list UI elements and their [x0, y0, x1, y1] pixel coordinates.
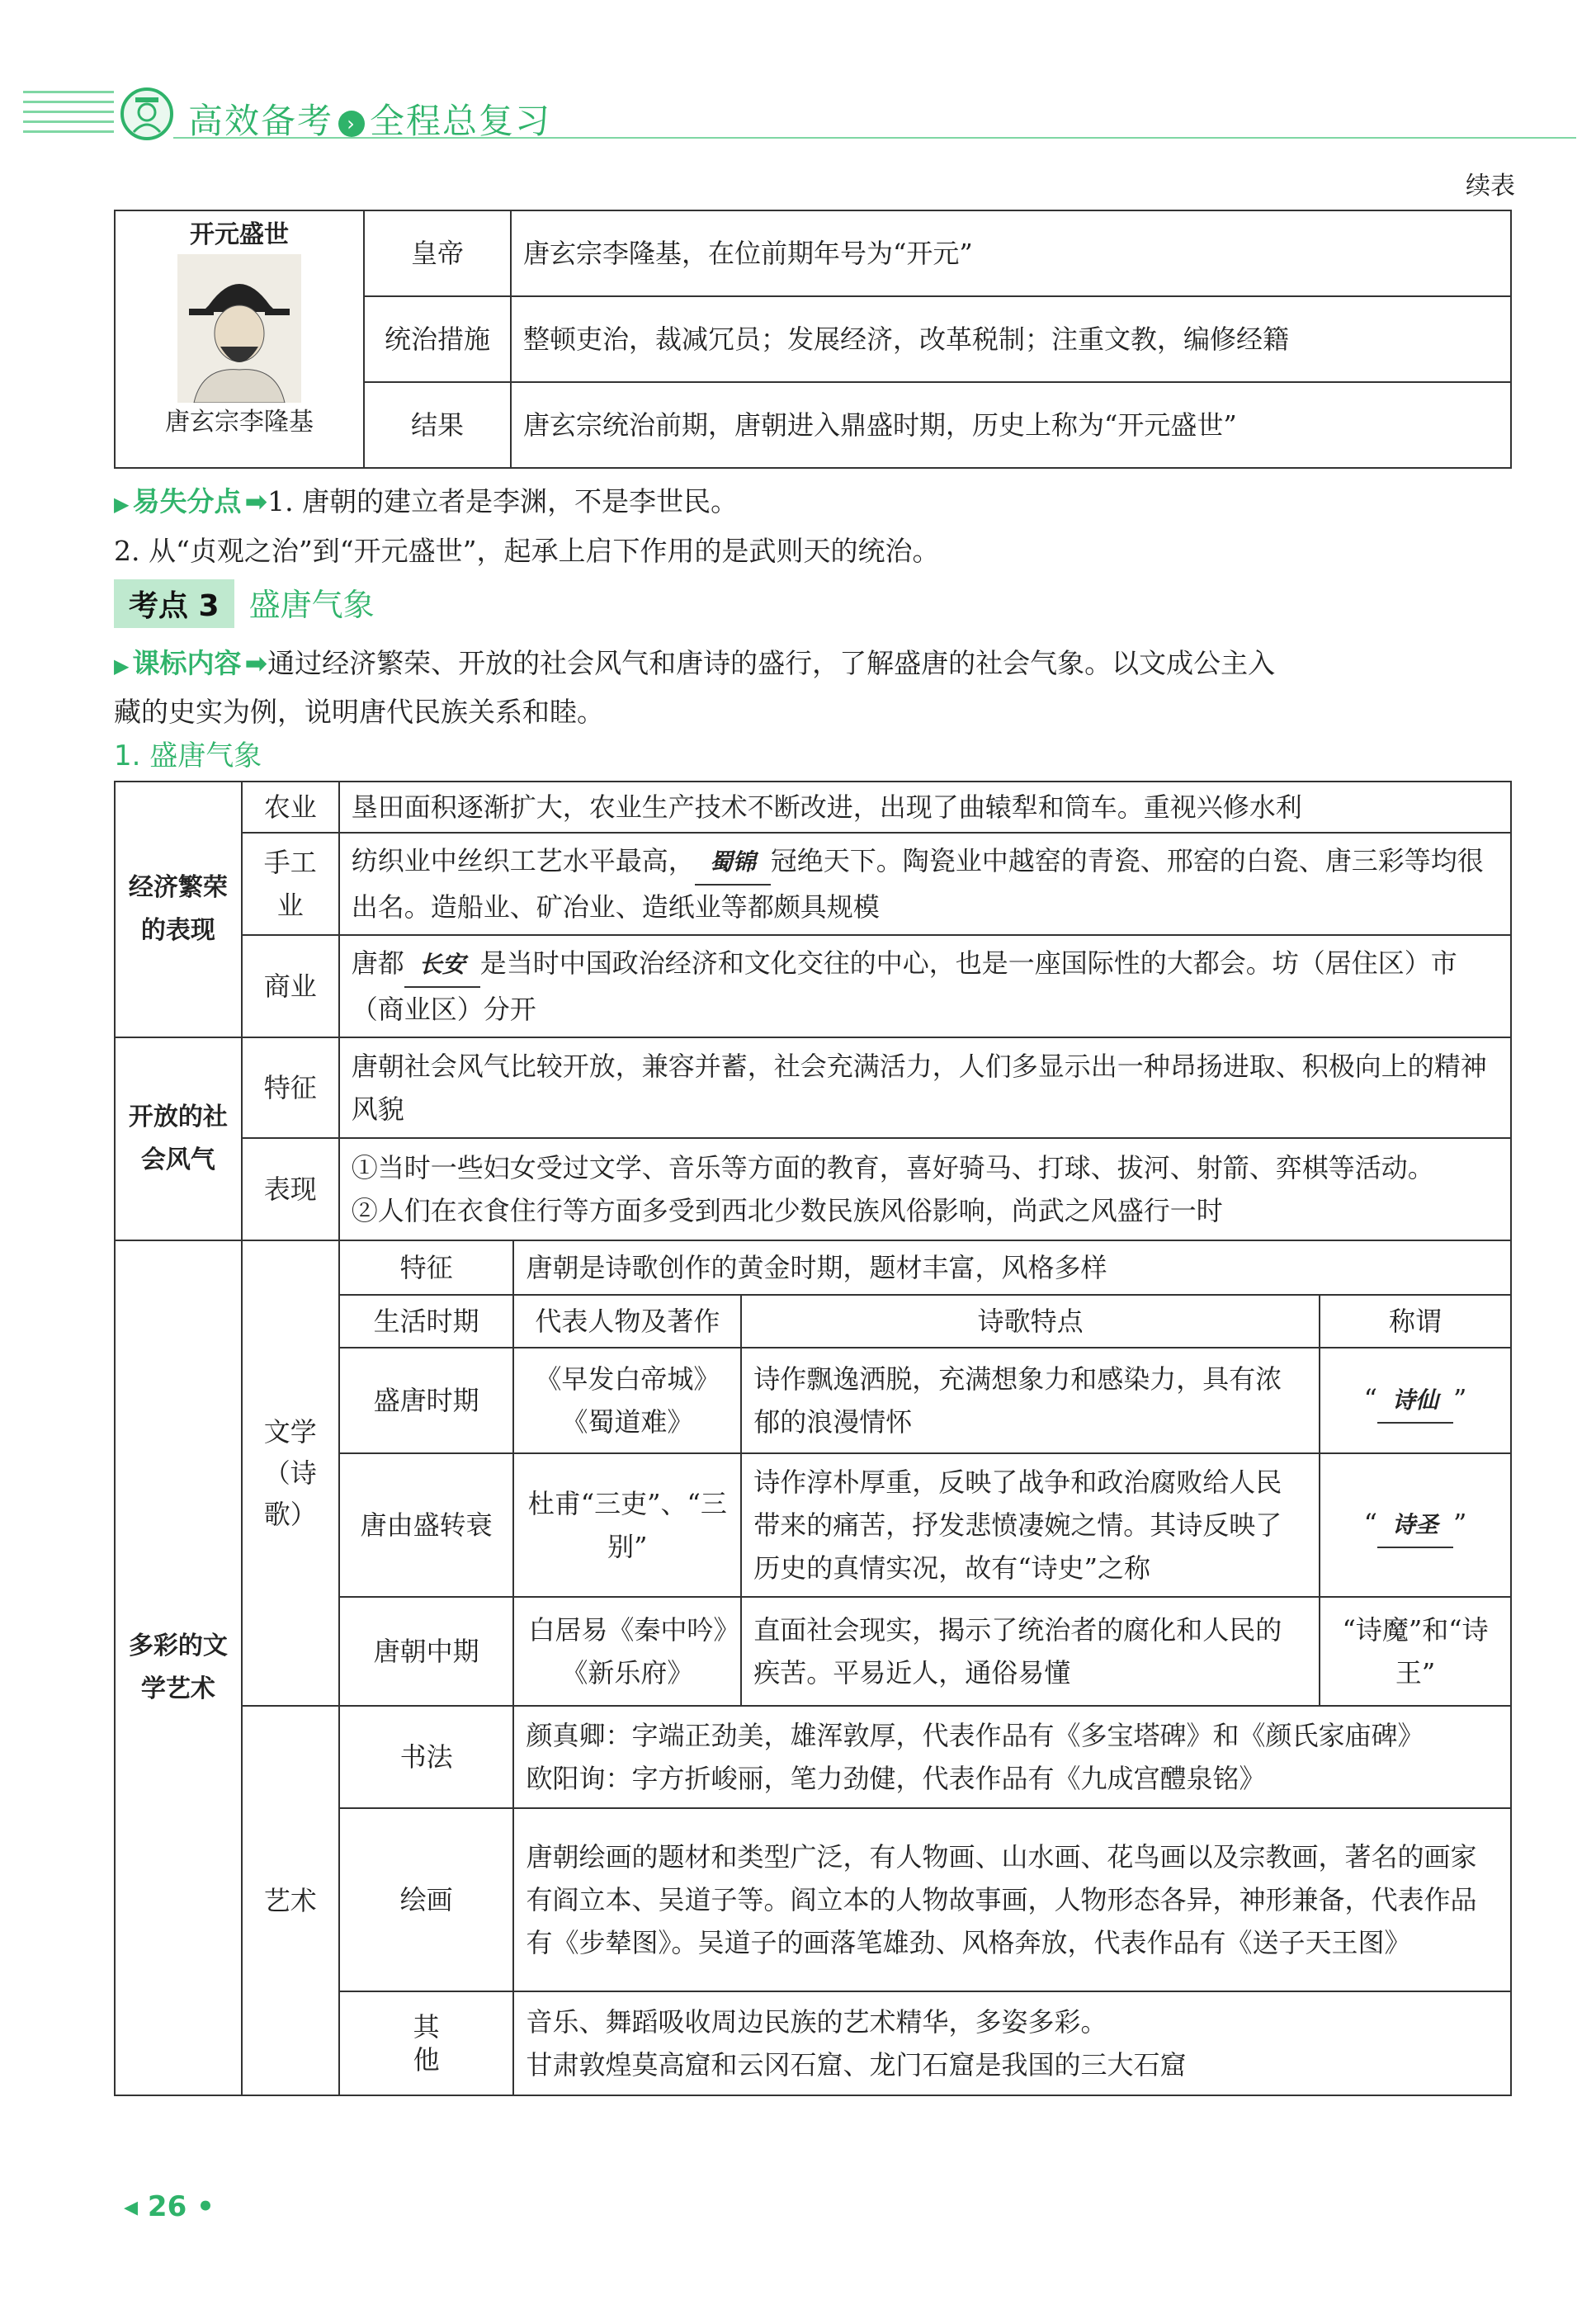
page-number-value: 26: [147, 2190, 187, 2223]
poet-period: 盛唐时期: [339, 1348, 514, 1453]
craft-content: [339, 833, 1511, 935]
lit-label: 文学（诗歌）: [242, 1240, 339, 1706]
craft-text-b: 冠绝天下。陶瓷业中越窑的青瓷、邢窑的白瓷、唐三彩等均很出名。造船业、矿冶业、造纸业等都颇具规模: [351, 845, 1484, 923]
brand-title: [188, 94, 551, 144]
calli-1: 颜真卿：字端正劲美，雄浑敦厚，代表作品有《多宝塔碑》和《颜氏家庙碑》: [526, 1720, 1424, 1751]
curriculum-note: [114, 640, 1512, 735]
curriculum-line-2: 藏的史实为例，说明唐代民族关系和睦。: [114, 696, 604, 728]
kaiyuan-cell: [115, 210, 364, 468]
kaodian-label: 考点 3: [114, 579, 234, 628]
curriculum-line-1: 通过经济繁荣、开放的社会风气和唐诗的盛行，了解盛唐的社会气象。以文成公主入: [267, 647, 1276, 679]
social-show-label: 表现: [242, 1138, 339, 1240]
craft-label: 手工业: [242, 833, 339, 935]
mistake-item-2: 2. 从“贞观之治”到“开元盛世”，起承上启下作用的是武则天的统治。: [114, 535, 940, 567]
comm-label: 商业: [242, 935, 339, 1037]
calli-label: 书法: [339, 1706, 514, 1808]
social-show-1: ①当时一些妇女受过文学、音乐等方面的教育，喜好骑马、打球、拔河、射箭、弈棋等活动。: [351, 1152, 1434, 1183]
other-label: [339, 1991, 514, 2095]
other-1: 音乐、舞蹈吸收周边民族的艺术精华，多姿多彩。: [526, 2006, 1107, 2038]
student-logo-icon: [120, 87, 173, 140]
mistake-note-1: [114, 480, 738, 519]
poet-style: 直面社会现实，揭示了统治者的腐化和人民的疾苦。平易近人，通俗易懂: [741, 1597, 1320, 1706]
header-title: 称谓: [1320, 1295, 1511, 1348]
kaodian-title: 盛唐气象: [248, 587, 375, 623]
row-content: 唐玄宗李隆基，在位前期年号为“开元”: [511, 210, 1511, 296]
row-content: 唐玄宗统治前期，唐朝进入鼎盛时期，历史上称为“开元盛世”: [511, 382, 1511, 468]
comm-blank: 长安: [404, 943, 480, 988]
continued-label: 续表: [1466, 172, 1515, 201]
other-2: 甘肃敦煌莫高窟和云冈石窟、龙门石窟是我国的三大石窟: [526, 2049, 1187, 2080]
poet-works: 杜甫“三吏”、“三别”: [513, 1453, 741, 1597]
subheading: 1. 盛唐气象: [114, 739, 262, 772]
other-content: [513, 1991, 1511, 2095]
comm-content: [339, 935, 1511, 1037]
row-label: 结果: [364, 382, 511, 468]
poet-style: 诗作飘逸洒脱，充满想象力和感染力，具有浓郁的浪漫情怀: [741, 1348, 1320, 1453]
poet-title-blank: 诗仙: [1377, 1379, 1453, 1424]
header-stripe: [23, 120, 114, 123]
paint-label: 绘画: [339, 1808, 514, 1991]
calli-2: 欧阳询：字方折峻丽，笔力劲健，代表作品有《九成宫醴泉铭》: [526, 1763, 1266, 1794]
art-label: 艺术: [242, 1706, 339, 2095]
poet-period: 唐朝中期: [339, 1597, 514, 1706]
social-show: [339, 1138, 1511, 1240]
poet-title: “诗魔”和“诗王”: [1320, 1597, 1511, 1706]
comm-text-b: 是当时中国政治经济和文化交往的中心，也是一座国际性的大都会。坊（居住区）市（商业区）分开: [351, 947, 1457, 1025]
kaiyuan-title: 开元盛世: [190, 220, 289, 249]
culture-title: 多彩的文学艺术: [115, 1240, 242, 2095]
header-stripe: [23, 91, 114, 93]
poet-title: “ 诗圣 ”: [1320, 1453, 1511, 1597]
social-feature: 唐朝社会风气比较开放，兼容并蓄，社会充满活力，人们多显示出一种昂扬进取、积极向上的精神风貌: [339, 1037, 1511, 1138]
paint-content: 唐朝绘画的题材和类型广泛，有人物画、山水画、花鸟画以及宗教画，著名的画家有阎立本、吴道子等。阎立本的人物故事画，人物形态各异，神形兼备，代表作品有《步辇图》。吴道子的画落笔雄劲、风格奔放，代表作品有《送子天王图》: [513, 1808, 1511, 1991]
other-label-text: 其他: [413, 2011, 440, 2076]
emperor-portrait: [177, 254, 301, 403]
social-feature-label: 特征: [242, 1037, 339, 1138]
poet-works: 《早发白帝城》《蜀道难》: [513, 1348, 741, 1453]
header-stripe: [23, 101, 114, 103]
calli-content: [513, 1706, 1511, 1808]
econ-title: 经济繁荣的表现: [115, 782, 242, 1037]
header-works: 代表人物及著作: [513, 1295, 741, 1348]
section-heading: [114, 579, 375, 631]
row-content: 整顿吏治，裁减冗员；发展经济，改革税制；注重文教，编修经籍: [511, 296, 1511, 382]
portrait-caption: 唐玄宗李隆基: [165, 408, 314, 437]
row-label: 皇帝: [364, 210, 511, 296]
header-stripe: [23, 130, 114, 133]
poet-works: 白居易《秦中吟》《新乐府》: [513, 1597, 741, 1706]
mistake-item-1: 1. 唐朝的建立者是李渊，不是李世民。: [267, 485, 739, 517]
comm-text-a: 唐都: [351, 947, 404, 979]
poet-style: 诗作淳朴厚重，反映了战争和政治腐败给人民带来的痛苦，抒发悲愤凄婉之情。其诗反映了历史的真情实况，故有“诗史”之称: [741, 1453, 1320, 1597]
page-header: [23, 83, 1575, 149]
header-style: 诗歌特点: [741, 1295, 1320, 1348]
brand-left: 高效备考: [188, 101, 334, 141]
kaiyuan-table: [114, 210, 1512, 469]
page-number: ◂ 26 •: [124, 2190, 215, 2223]
poet-title-blank: 诗圣: [1377, 1504, 1453, 1548]
mistake-tag: ▶ 易失分点 ➡: [114, 485, 267, 517]
header-stripe: [23, 111, 114, 113]
craft-blank: 蜀锦: [695, 841, 771, 886]
craft-text-a: 纺织业中丝织工艺水平最高，: [351, 845, 695, 876]
agri-content: 垦田面积逐渐扩大，农业生产技术不断改进，出现了曲辕犁和筒车。重视兴修水利: [339, 782, 1511, 833]
poet-title: “ 诗仙 ”: [1320, 1348, 1511, 1453]
lit-feature-label: 特征: [339, 1240, 514, 1295]
lit-feature: 唐朝是诗歌创作的黄金时期，题材丰富，风格多样: [513, 1240, 1511, 1295]
poet-period: 唐由盛转衰: [339, 1453, 514, 1597]
row-label: 统治措施: [364, 296, 511, 382]
curriculum-tag: ▶ 课标内容 ➡: [114, 647, 267, 679]
social-title: 开放的社会风气: [115, 1037, 242, 1240]
agri-label: 农业: [242, 782, 339, 833]
arrow-icon: ›: [338, 111, 365, 137]
brand-right: 全程总复习: [370, 101, 552, 141]
header-period: 生活时期: [339, 1295, 514, 1348]
social-show-2: ②人们在衣食住行等方面多受到西北少数民族风俗影响，尚武之风盛行一时: [351, 1195, 1223, 1226]
tang-table: [114, 781, 1512, 2096]
